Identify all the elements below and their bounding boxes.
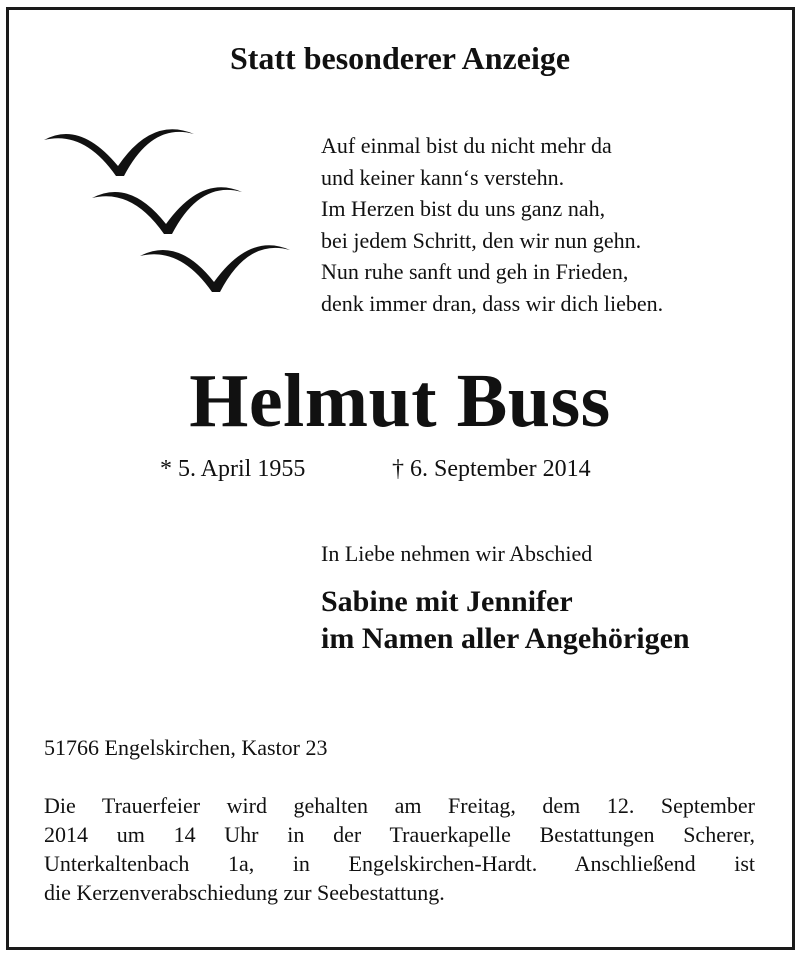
poem-line: und keiner kann‘s verstehn. <box>321 164 565 190</box>
poem <box>321 130 663 319</box>
service-line: Die Trauerfeier wird gehalten am Freitag, dem 12. September <box>44 793 755 818</box>
poem-line: bei jedem Schritt, den wir nun gehn. <box>321 227 642 253</box>
bird-icon <box>92 187 242 234</box>
service-line: Unterkaltenbach 1a, in Engelskirchen-Hardt. Anschließend ist <box>44 851 755 876</box>
farewell-line: In Liebe nehmen wir Abschied <box>321 541 593 566</box>
poem-line: denk immer dran, dass wir dich lieben. <box>321 290 664 316</box>
bird-icon <box>140 245 290 292</box>
service-line: die Kerzenverabschiedung zur Seebestattung. <box>44 880 445 905</box>
service-info <box>44 791 755 907</box>
poem-line: Nun ruhe sanft und geh in Frieden, <box>321 259 629 284</box>
mourner-line: im Namen aller Angehörigen <box>321 622 690 655</box>
bird-icon <box>44 129 194 176</box>
death-date: † 6. September 2014 <box>392 456 591 482</box>
service-line: 2014 um 14 Uhr in der Trauerkapelle Bestattungen Scherer, <box>44 822 755 847</box>
flying-birds-icon <box>40 118 300 298</box>
poem-line: Im Herzen bist du uns ganz nah, <box>321 196 606 221</box>
mourners <box>321 583 690 657</box>
mourner-line: Sabine mit Jennifer <box>321 585 573 618</box>
birth-date: * 5. April 1955 <box>160 456 306 482</box>
notice-headline: Statt besonderer Anzeige <box>229 40 571 76</box>
poem-line: Auf einmal bist du nicht mehr da <box>321 133 612 158</box>
address: 51766 Engelskirchen, Kastor 23 <box>44 735 328 760</box>
deceased-name: Helmut Buss <box>189 359 611 443</box>
